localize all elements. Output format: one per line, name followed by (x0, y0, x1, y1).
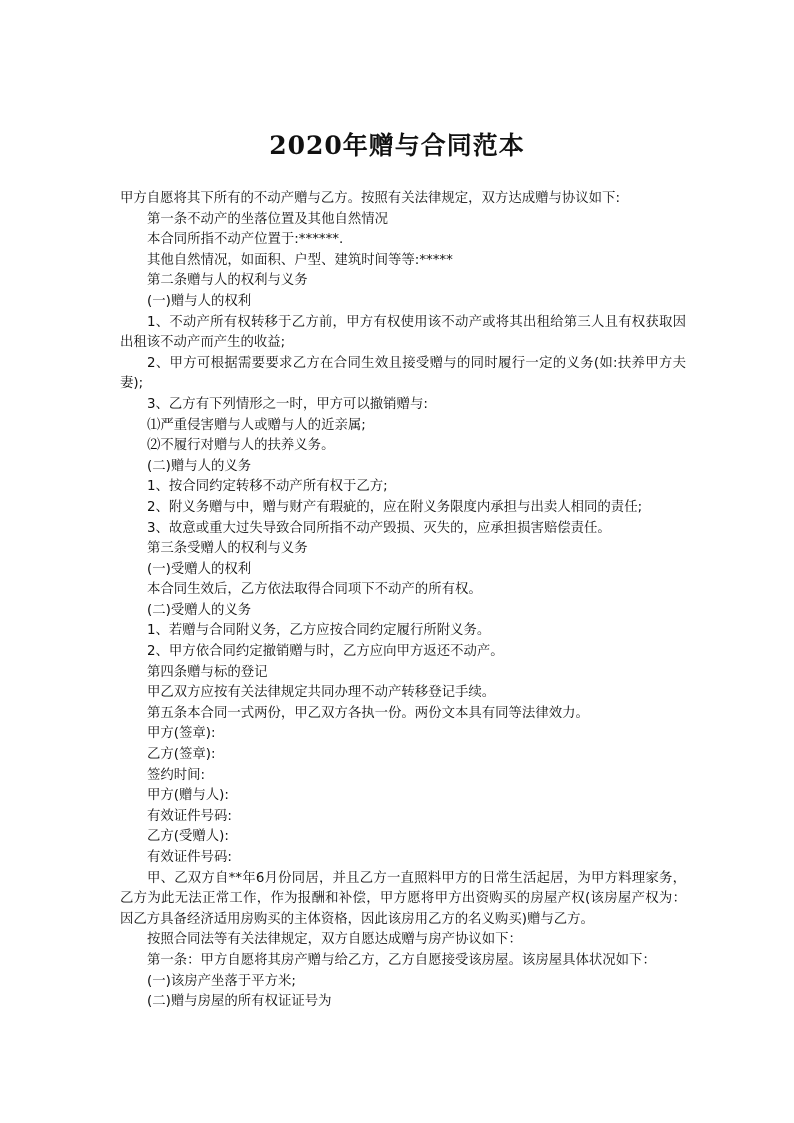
paragraph: 本合同所指不动产位置于:******. (147, 232, 344, 248)
paragraph: 签约时间: (147, 767, 206, 783)
paragraph: 第四条赠与标的登记 (147, 664, 268, 680)
paragraph: 本合同生效后，乙方依法取得合同项下不动产的所有权。 (147, 582, 482, 598)
paragraph: 第一条不动产的坐落位置及其他自然情况 (147, 211, 389, 227)
paragraph: ⑵不履行对赠与人的扶养义务。 (147, 438, 335, 454)
paragraph: ⑴严重侵害赠与人或赠与人的近亲属; (147, 417, 366, 433)
paragraph: (一)赠与人的权利 (147, 293, 252, 309)
paragraph: (二)赠与人的义务 (147, 458, 252, 474)
paragraph: 有效证件号码: (147, 850, 232, 865)
paragraph: 乙方(签章): (147, 747, 216, 763)
paragraph: 第五条本合同一式两份，甲乙双方各执一份。两份文本具有同等法律效力。 (147, 705, 589, 721)
paragraph: 乙方(受赠人): (147, 829, 229, 845)
paragraph: 2、甲方可根据需要要求乙方在合同生效且接受赠与的同时履行一定的义务(如:扶养甲方夫妻); (120, 355, 686, 392)
paragraph: (一)该房产坐落于平方米; (147, 973, 296, 989)
paragraph: 第三条受赠人的权利与义务 (147, 541, 308, 557)
paragraph: 3、乙方有下列情形之一时，甲方可以撤销赠与: (147, 396, 428, 412)
paragraph: 1、按合同约定转移不动产所有权于乙方; (147, 479, 388, 495)
paragraph: 第一条：甲方自愿将其房产赠与给乙方，乙方自愿接受该房屋。该房屋具体状况如下： (147, 952, 656, 968)
paragraph: 其他自然情况，如面积、户型、建筑时间等等:***** (147, 252, 453, 268)
paragraph: 2、附义务赠与中，赠与财产有瑕疵的，应在附义务限度内承担与出卖人相同的责任; (147, 499, 643, 515)
paragraph: 有效证件号码: (147, 808, 232, 824)
paragraph: 甲、乙双方自**年6月份同居，并且乙方一直照料甲方的日常生活起居，为甲方料理家务，乙方为此无法正常工作，作为报酬和补偿，甲方愿将甲方出资购买的房屋产权(该房屋产权为：因乙方具备经济适用房购买的主体资格，因此该房用乙方的名义购买)赠与乙方。 (120, 870, 686, 927)
paragraph: 甲方(签章): (147, 726, 216, 742)
paragraph: 1、若赠与合同附义务，乙方应按合同约定履行所附义务。 (147, 623, 491, 639)
document-body (120, 189, 686, 1013)
paragraph: 按照合同法等有关法律规定，双方自愿达成赠与房产协议如下： (147, 932, 522, 948)
paragraph: 甲乙双方应按有关法律规定共同办理不动产转移登记手续。 (147, 685, 496, 701)
paragraph: 甲方(赠与人): (147, 788, 229, 804)
paragraph: (二)受赠人的义务 (147, 602, 252, 618)
paragraph: 2、甲方依合同约定撤销赠与时，乙方应向甲方返还不动产。 (147, 644, 504, 660)
paragraph: 甲方自愿将其下所有的不动产赠与乙方。按照有关法律规定，双方达成赠与协议如下: (120, 191, 620, 206)
document-title: 2020年赠与合同范本 (269, 131, 525, 160)
paragraph: 3、故意或重大过失导致合同所指不动产毁损、灭失的，应承担损害赔偿责任。 (147, 520, 611, 536)
paragraph: (一)受赠人的权利 (147, 561, 252, 577)
paragraph: 第二条赠与人的权利与义务 (147, 273, 308, 289)
paragraph: 1、不动产所有权转移于乙方前，甲方有权使用该不动产或将其出租给第三人且有权获取因出租该不动产而产生的收益; (120, 314, 686, 351)
paragraph: (二)赠与房屋的所有权证证号为 (147, 994, 332, 1010)
